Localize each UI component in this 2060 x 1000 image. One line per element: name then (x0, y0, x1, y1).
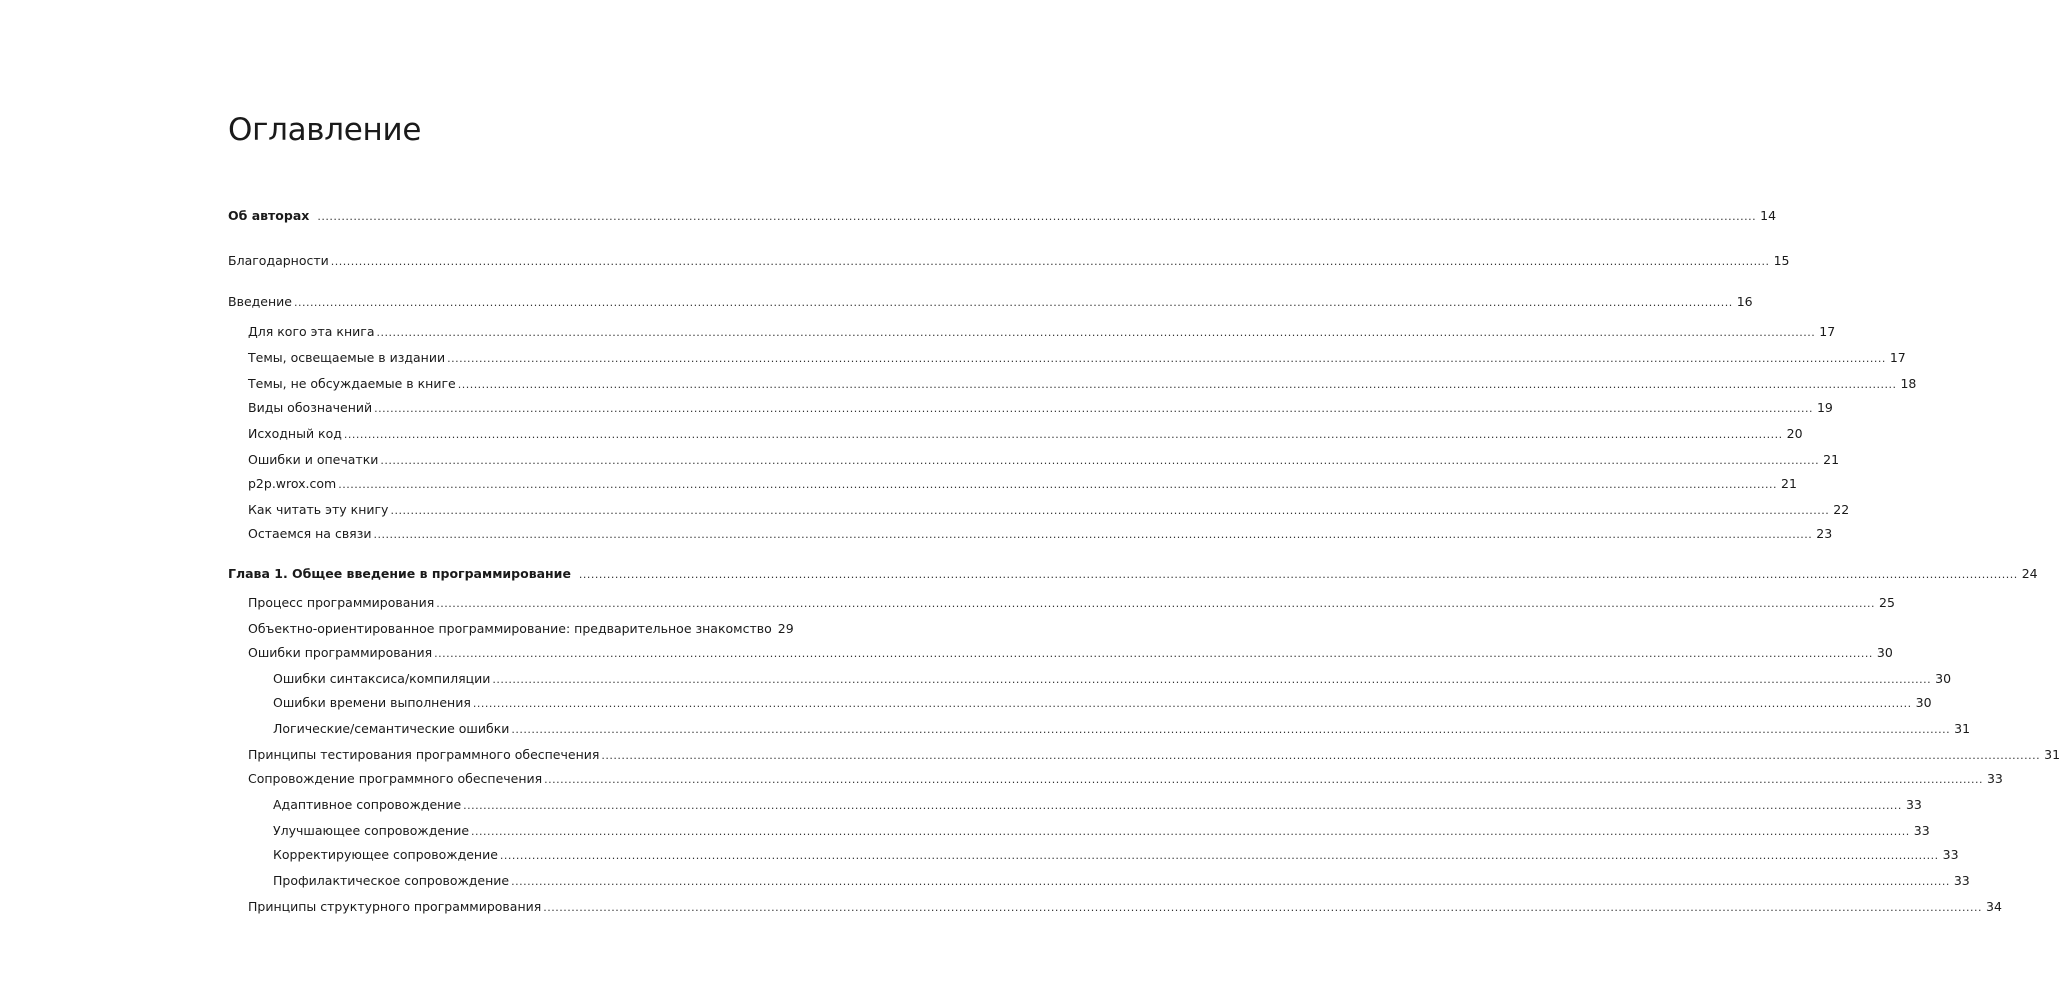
toc-leader-dots (294, 294, 1733, 312)
toc-leader-dots (374, 400, 1813, 418)
toc-entry-page: 29 (777, 621, 794, 636)
toc-leader-dots (376, 324, 1815, 342)
toc-entry (248, 644, 1893, 662)
toc-leader-dots (543, 899, 1982, 917)
toc-leader-dots (373, 526, 1812, 544)
toc-entry-page: 33 (1905, 797, 1922, 812)
toc-entry-page: 30 (1935, 671, 1952, 686)
toc-entry-label: Корректирующее сопровождение (273, 847, 498, 862)
toc-entry (228, 293, 1753, 311)
toc-leader-dots (458, 376, 1897, 394)
toc-entry (248, 425, 1803, 443)
toc-entry-label: Логические/семантические ошибки (273, 721, 510, 736)
toc-entry-label: Ошибки и опечатки (248, 452, 379, 467)
toc-leader-dots (463, 797, 1902, 815)
toc-entry-label: Как читать эту книгу (248, 502, 389, 517)
toc-entry-page: 18 (1900, 376, 1917, 391)
toc-leader-dots (579, 566, 2018, 584)
toc-entry-page: 14 (1760, 208, 1777, 223)
toc-entry (273, 846, 1959, 864)
toc-entry-page: 24 (2021, 566, 2038, 581)
toc-entry-page: 21 (1823, 452, 1840, 467)
toc-entry-page: 33 (1953, 873, 1970, 888)
toc-entry-label: Объектно-ориентированное программирование: предварительное знакомство (248, 621, 772, 636)
toc-entry-label: Сопровождение программного обеспечения (248, 771, 543, 786)
toc-entry-label: Исходный код (248, 426, 342, 441)
toc-entry-label: Темы, не обсуждаемые в книге (248, 376, 456, 391)
toc-entry (273, 670, 1952, 688)
toc-leader-dots (447, 350, 1886, 368)
toc-leader-dots (436, 595, 1875, 613)
toc-entry-label: Об авторах (228, 208, 310, 223)
toc-entry-label: Профилактическое сопровождение (273, 873, 510, 888)
toc-leader-dots (473, 695, 1912, 713)
toc-entry-page: 30 (1915, 695, 1932, 710)
toc-entry (228, 207, 1777, 225)
toc-entry-label: Для кого эта книга (248, 324, 375, 339)
toc-leader-dots (492, 671, 1931, 689)
toc-entry-label: Принципы структурного программирования (248, 899, 542, 914)
toc-entry (248, 746, 2060, 764)
toc-entry-label: Благодарности (228, 253, 329, 268)
toc-entry (273, 822, 1930, 840)
toc-entry (248, 525, 1833, 543)
toc-entry (248, 323, 1836, 341)
toc-entry-page: 22 (1833, 502, 1850, 517)
toc-entry-label: Ошибки программирования (248, 645, 433, 660)
toc-entry (248, 349, 1906, 367)
toc-entry-label: Темы, освещаемые в издании (248, 350, 446, 365)
toc-entry-label: Глава 1. Общее введение в программирование (228, 566, 571, 581)
toc-entry-label: p2p.wrox.com (248, 476, 337, 491)
toc-entry-page: 19 (1816, 400, 1833, 415)
toc-entry (248, 501, 1850, 519)
toc-entry-page: 25 (1879, 595, 1895, 610)
toc-entry (228, 565, 2038, 583)
toc-entry-page: 33 (1913, 823, 1930, 838)
toc-entry-page: 16 (1736, 294, 1753, 309)
toc-entry-page: 17 (1889, 350, 1906, 365)
toc-entry-page: 21 (1781, 476, 1797, 491)
toc-entry-label: Введение (228, 294, 292, 309)
toc-entry-label: Ошибки синтаксиса/компиляции (273, 671, 491, 686)
toc-entry (248, 399, 1833, 417)
toc-entry-page: 31 (1954, 721, 1971, 736)
toc-leader-dots (434, 645, 1873, 663)
toc-entry-page: 23 (1816, 526, 1833, 541)
toc-entry (248, 898, 2002, 916)
toc-entry-page: 33 (1986, 771, 2003, 786)
toc-entry (248, 770, 2003, 788)
toc-entry-label: Принципы тестирования программного обеспечения (248, 747, 600, 762)
toc-entry (228, 252, 1790, 270)
toc-entry (248, 375, 1917, 393)
toc-entry (248, 451, 1840, 469)
toc-entry (248, 594, 1895, 612)
toc-entry-label: Улучшающее сопровождение (273, 823, 470, 838)
toc-leader-dots (500, 847, 1939, 865)
toc-entry-page: 31 (2044, 747, 2060, 762)
toc-entry-page: 34 (1986, 899, 2002, 914)
toc-leader-dots (390, 502, 1829, 520)
toc-entry-label: Виды обозначений (248, 400, 373, 415)
page-title: Оглавление (228, 112, 422, 148)
toc-leader-dots (380, 452, 1819, 470)
toc-entry-page: 20 (1786, 426, 1803, 441)
toc-leader-dots (544, 771, 1983, 789)
toc-entry (248, 620, 794, 638)
toc-entry (273, 720, 1971, 738)
toc-entry-label: Процесс программирования (248, 595, 435, 610)
toc-leader-dots (511, 873, 1950, 891)
toc-entry (273, 872, 1970, 890)
toc-entry-label: Адаптивное сопровождение (273, 797, 462, 812)
toc-leader-dots (317, 208, 1756, 226)
toc-entry-page: 30 (1876, 645, 1893, 660)
toc-leader-dots (471, 823, 1910, 841)
toc-entry-page: 17 (1819, 324, 1836, 339)
toc-leader-dots (511, 721, 1950, 739)
toc-entry-label: Остаемся на связи (248, 526, 372, 541)
toc-leader-dots (331, 253, 1770, 271)
toc-leader-dots (338, 476, 1777, 494)
toc-entry (248, 475, 1797, 493)
toc-entry-page: 15 (1773, 253, 1790, 268)
toc-entry-page: 33 (1942, 847, 1959, 862)
toc-leader-dots (344, 426, 1783, 444)
toc-leader-dots (601, 747, 2040, 765)
toc-entry-label: Ошибки времени выполнения (273, 695, 471, 710)
toc-entry (273, 796, 1922, 814)
toc-entry (273, 694, 1932, 712)
